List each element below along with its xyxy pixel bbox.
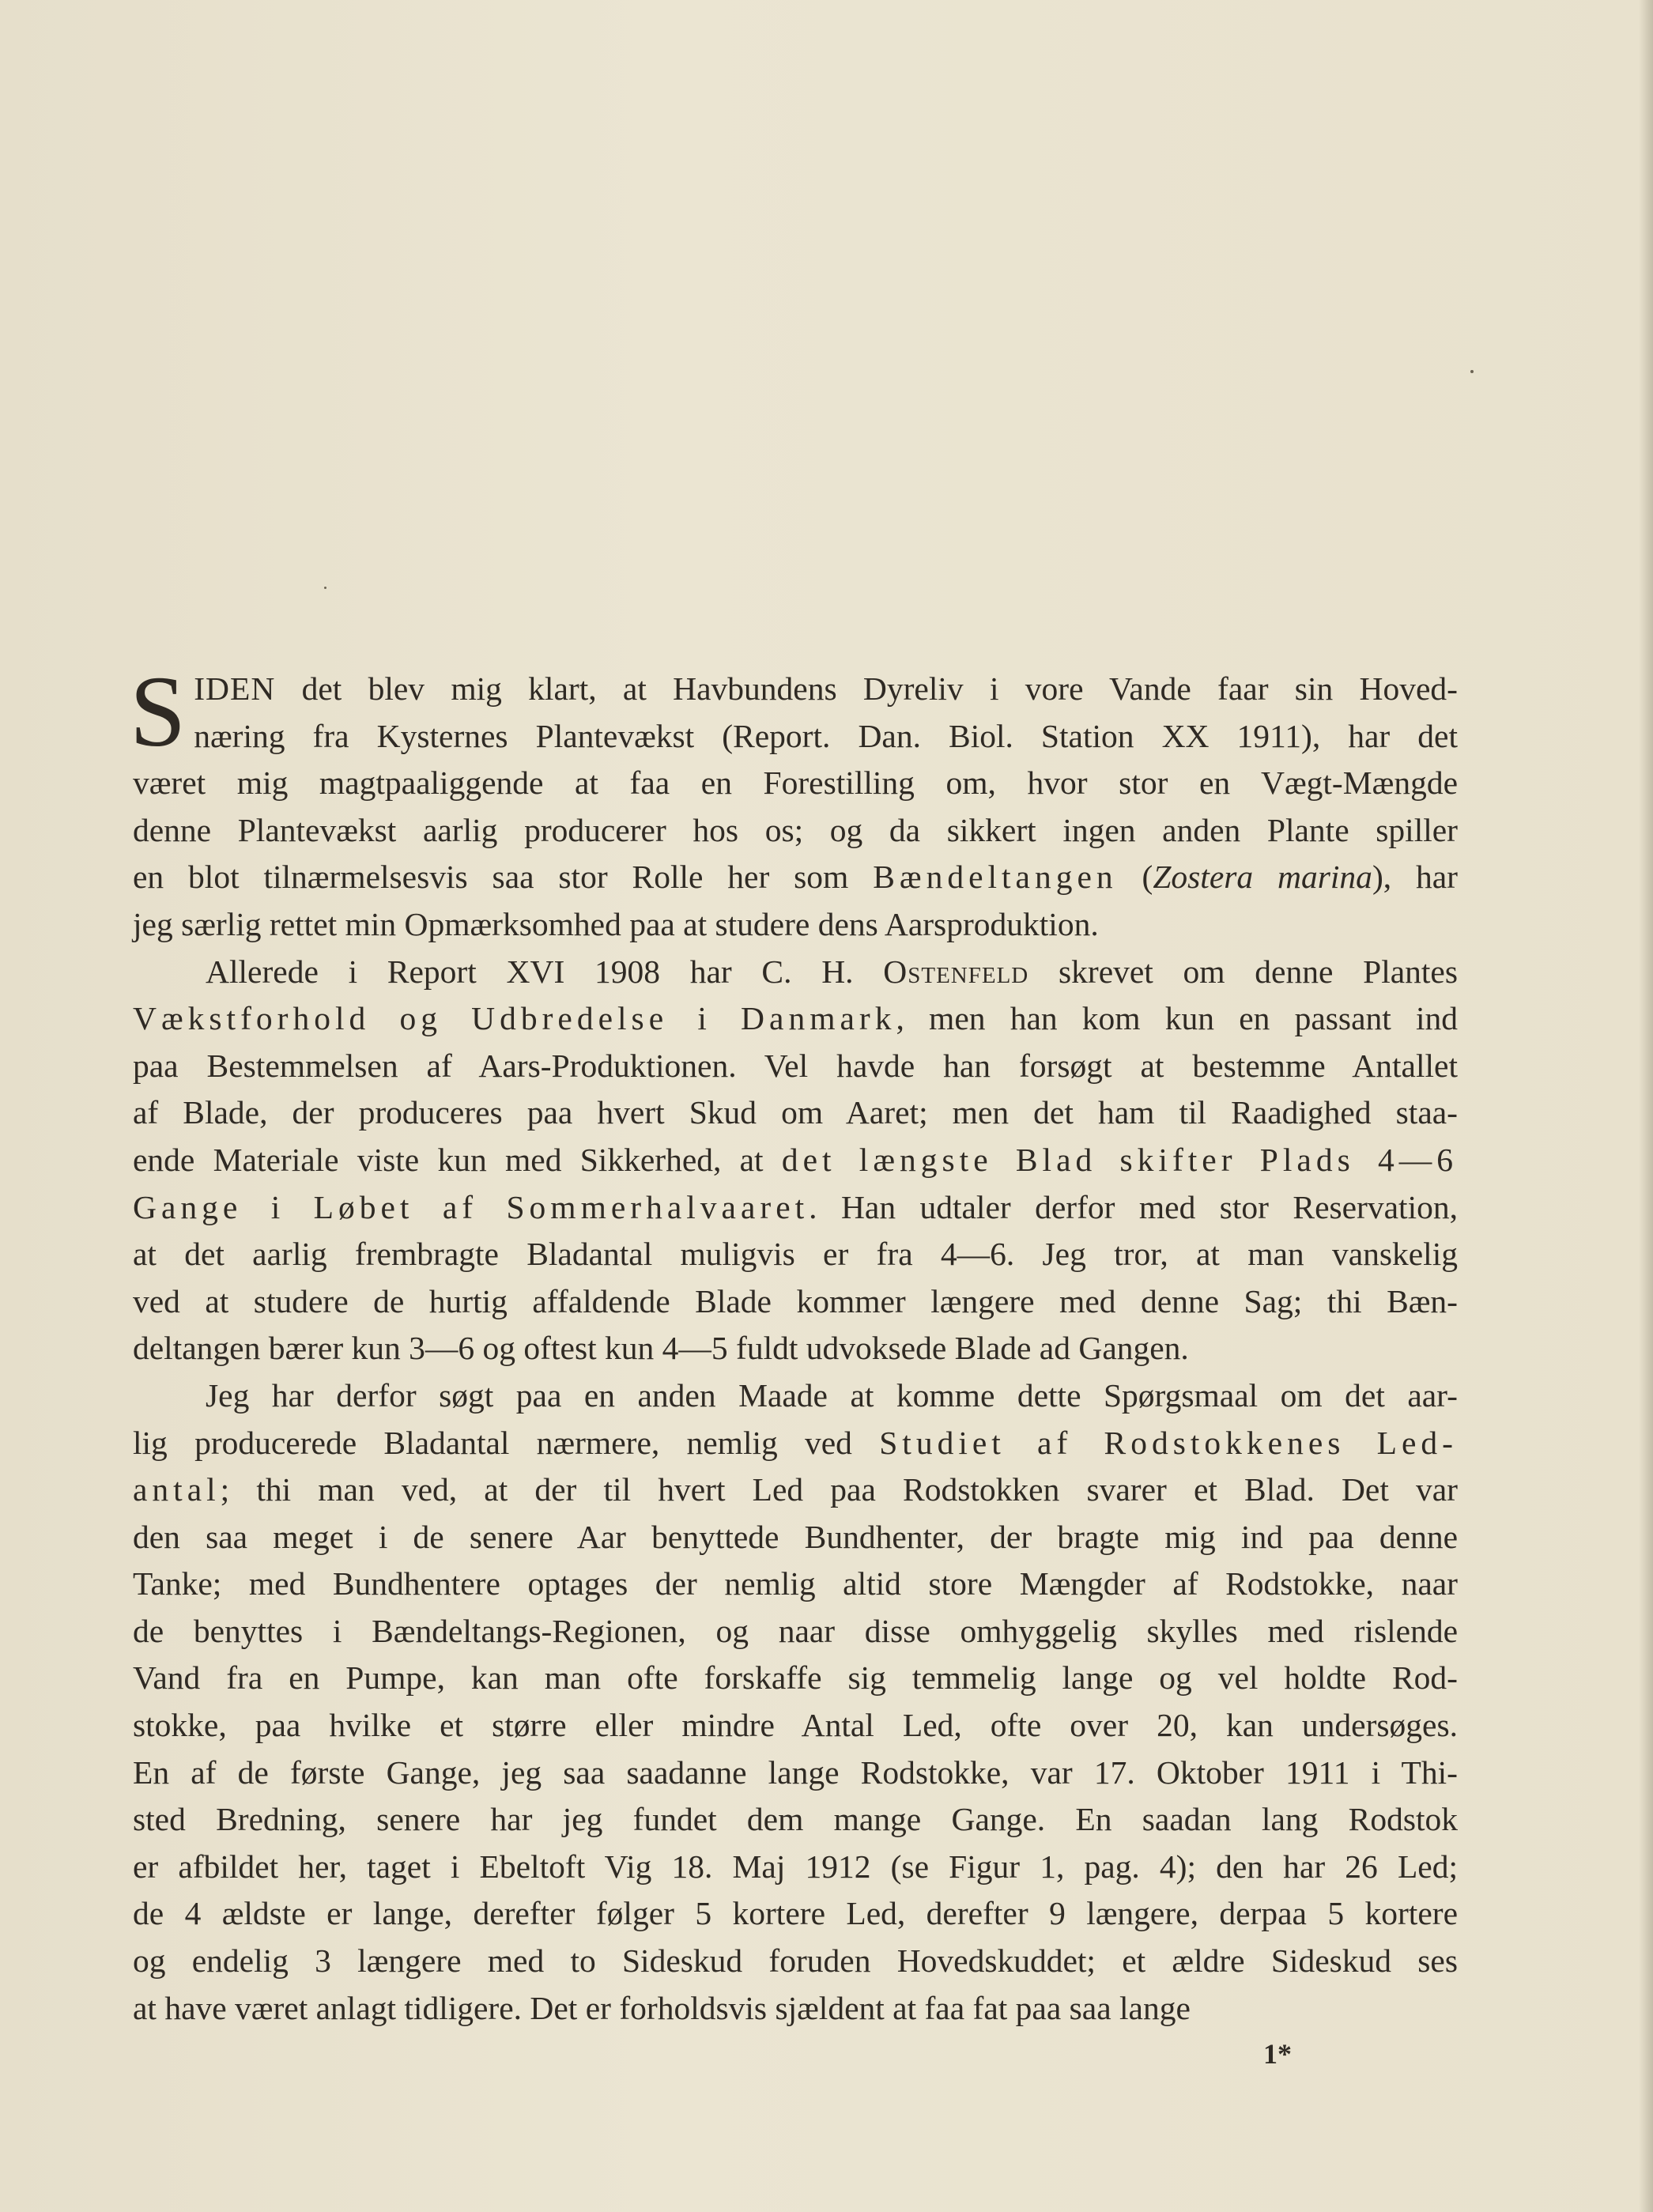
text-line: [133, 666, 1458, 713]
text-run: sted Bredning, senere har jeg fundet dem mange Gange. En saadan lang Rodstok: [133, 1801, 1458, 1838]
text-run: de benyttes i Bændeltangs-Regionen, og naar disse omhyggelig skylles med rislende: [133, 1612, 1458, 1649]
text-run: Vækstforhold og Udbredelse i Danmark: [133, 1000, 896, 1037]
text-line: [133, 1514, 1458, 1561]
text-run: lig producerede Bladantal nærmere, nemlig ved: [133, 1424, 880, 1461]
text-run: , men han kom kun en passant ind: [896, 1000, 1458, 1037]
text-run: Allerede i Report XVI 1908 har C. H.: [206, 953, 884, 990]
text-run: ; thi man ved, at der til hvert Led paa Rodstokken svarer et Blad. Det var: [220, 1471, 1458, 1508]
text-line: [133, 1089, 1458, 1137]
text-line: [133, 1702, 1458, 1750]
body-text: [130, 655, 1458, 2032]
text-run: jeg særlig rettet min Opmærksomhed paa at studere dens Aarsproduktion.: [133, 905, 1099, 942]
text-run: at have været anlagt tidligere. Det er forholdsvis sjældent at faa fat paa saa lange: [133, 1989, 1191, 2026]
text-line: [133, 1184, 1458, 1232]
drop-cap: S: [130, 655, 187, 768]
text-line: [133, 1466, 1458, 1514]
text-line: [133, 807, 1458, 855]
text-line: [133, 1655, 1458, 1702]
text-run: (: [1117, 859, 1153, 896]
text-run: det længste Blad skifter Plads 4—6: [781, 1141, 1458, 1178]
text-run: den saa meget i de senere Aar benyttede Bundhenter, der bragte mig ind paa denne: [133, 1518, 1458, 1555]
text-run: Gange i Løbet af Sommerhalvaaret: [133, 1188, 810, 1225]
text-line: [133, 995, 1458, 1043]
text-line: [133, 1844, 1458, 1891]
paragraph: [133, 1372, 1458, 2032]
text-line: [133, 1938, 1458, 1985]
text-line: [133, 1890, 1458, 1938]
text-run: IDEN: [194, 670, 276, 707]
page-edge-shadow: [1639, 0, 1653, 2212]
text-run: . Han udtaler derfor med stor Reservation,: [809, 1188, 1458, 1225]
text-run: Studiet af Rodstokkenes Led-: [879, 1424, 1458, 1461]
text-line: [133, 949, 1458, 996]
text-run: er afbildet her, taget i Ebeltoft Vig 18. Maj 1912 (se Figur 1, pag. 4); den har 26 Led;: [133, 1848, 1458, 1885]
text-run: ), har: [1372, 859, 1458, 896]
text-run: ved at studere de hurtig affaldende Blade kommer længere med denne Sag; thi Bæn-: [133, 1282, 1458, 1319]
text-line: [133, 1561, 1458, 1608]
text-run: deltangen bærer kun 3—6 og oftest kun 4—5 fuldt udvoksede Blade ad Gangen.: [133, 1330, 1189, 1367]
text-run: ende Materiale viste kun med Sikkerhed, at: [133, 1141, 782, 1178]
text-line: [133, 1231, 1458, 1278]
text-line: [133, 1985, 1458, 2033]
speck: [1470, 370, 1474, 373]
text-run: Tanke; med Bundhentere optages der nemlig altid store Mængder af Rodstokke, naar: [133, 1565, 1458, 1602]
text-line: [133, 1325, 1458, 1372]
text-line: [133, 854, 1458, 901]
speck: [324, 587, 326, 589]
paragraph: [133, 949, 1458, 1372]
text-run: Zostera marina: [1153, 859, 1372, 896]
text-run: Ostenfeld: [883, 953, 1029, 990]
text-line: [133, 901, 1458, 949]
text-run: stokke, paa hvilke et større eller mindre Antal Led, ofte over 20, kan undersøges.: [133, 1707, 1458, 1744]
text-run: været mig magtpaaliggende at faa en Forestilling om, hvor stor en Vægt-Mængde: [133, 764, 1458, 802]
text-line: [133, 1137, 1458, 1184]
text-run: Bændeltangen: [873, 859, 1118, 896]
text-line: [133, 713, 1458, 761]
text-run: af Blade, der produceres paa hvert Skud om Aaret; men det ham til Raadighed staa-: [133, 1094, 1458, 1131]
text-run: en blot tilnærmelsesvis saa stor Rolle her som: [133, 859, 874, 896]
text-run: at det aarlig frembragte Bladantal muligvis er fra 4—6. Jeg tror, at man vanskelig: [133, 1236, 1458, 1273]
text-line: [133, 1608, 1458, 1655]
text-line: [133, 1278, 1458, 1326]
text-line: [133, 1796, 1458, 1844]
text-line: [133, 1043, 1458, 1090]
text-line: [133, 1420, 1458, 1467]
text-run: denne Plantevækst aarlig producerer hos os; og da sikkert ingen anden Plante spiller: [133, 811, 1458, 848]
text-run: En af de første Gange, jeg saa saadanne lange Rodstokke, var 17. Oktober 1911 i Thi-: [133, 1753, 1458, 1791]
text-run: paa Bestemmelsen af Aars-Produktionen. Vel havde han forsøgt at bestemme Antallet: [133, 1047, 1458, 1084]
text-run: Jeg har derfor søgt paa en anden Maade at komme dette Spørgsmaal om det aar-: [206, 1376, 1458, 1414]
page-number: 1*: [1263, 2038, 1292, 2070]
text-run: antal: [133, 1471, 221, 1508]
text-run: skrevet om denne Plantes: [1028, 953, 1458, 990]
text-run: Vand fra en Pumpe, kan man ofte forskaffe sig temmelig lange og vel holdte Rod-: [133, 1659, 1458, 1697]
text-run: næring fra Kysternes Plantevækst (Report. Dan. Biol. Station XX 1911), har det: [194, 717, 1458, 754]
text-line: [133, 760, 1458, 807]
text-run: og endelig 3 længere med to Sideskud foruden Hovedskuddet; et ældre Sideskud ses: [133, 1942, 1458, 1980]
text-line: [133, 1372, 1458, 1420]
paragraph: [130, 655, 1458, 949]
text-line: [133, 1750, 1458, 1797]
text-run: det blev mig klart, at Havbundens Dyreliv i vore Vande faar sin Hoved-: [275, 670, 1458, 707]
text-run: de 4 ældste er lange, derefter følger 5 kortere Led, derefter 9 længere, derpaa 5 kortere: [133, 1895, 1458, 1932]
